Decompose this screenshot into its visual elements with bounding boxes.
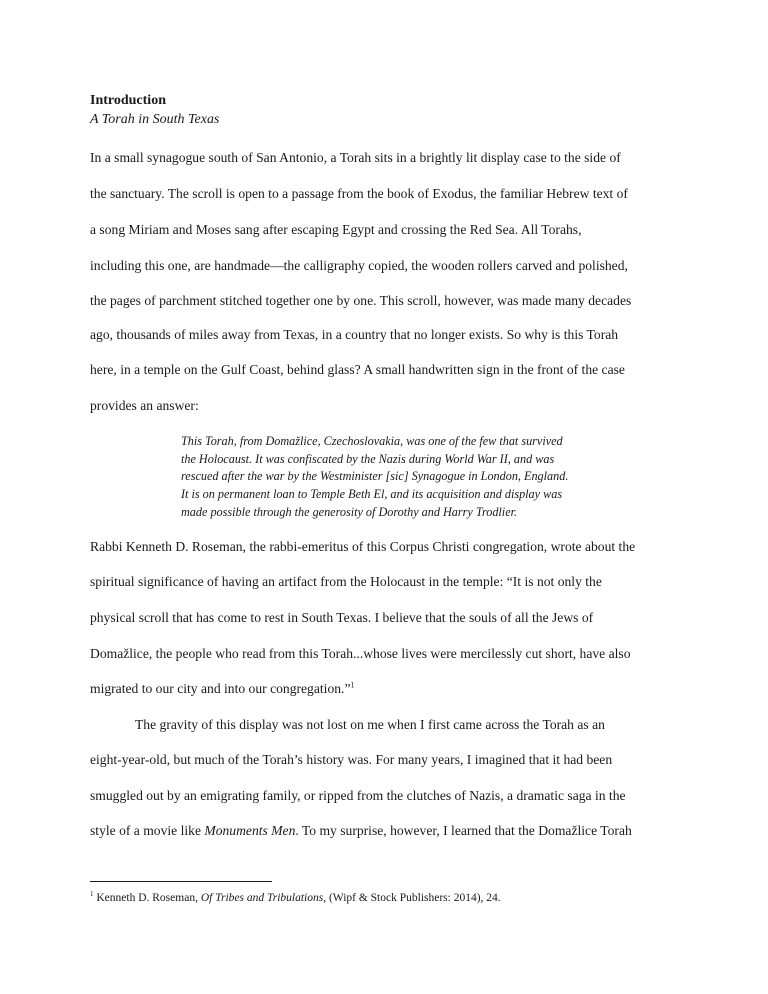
- body-text: . To my surprise, however, I learned that the Domažlice Torah: [295, 823, 632, 838]
- book-title: Of Tribes and Tribulations,: [200, 892, 327, 904]
- section-subtitle: A Torah in South Texas: [90, 112, 220, 127]
- footnote-reference[interactable]: 1: [350, 680, 355, 690]
- block-quote-line: made possible through the generosity of Dorothy and Harry Trodlier.: [181, 505, 518, 519]
- body-line: a song Miriam and Moses sang after escaping Egypt and crossing the Red Sea. All Torahs,: [90, 222, 582, 237]
- body-line: the sanctuary. The scroll is open to a passage from the book of Exodus, the familiar Hebrew text of: [90, 186, 628, 201]
- body-line: ago, thousands of miles away from Texas, in a country that no longer exists. So why is this Torah: [90, 327, 619, 342]
- footnote: [90, 890, 501, 906]
- body-line: The gravity of this display was not lost on me when I first came across the Torah as an: [135, 717, 605, 732]
- section-title: Introduction: [90, 93, 166, 108]
- footnote-marker: 1: [90, 890, 94, 899]
- block-quote-line: It is on permanent loan to Temple Beth El, and its acquisition and display was: [181, 487, 563, 501]
- body-line: Domažlice, the people who read from this Torah...whose lives were mercilessly cut short, have also: [90, 646, 631, 661]
- film-title: Monuments Men: [204, 823, 296, 838]
- body-line: smuggled out by an emigrating family, or ripped from the clutches of Nazis, a dramatic saga in the: [90, 788, 626, 803]
- body-line: eight-year-old, but much of the Torah’s history was. For many years, I imagined that it had been: [90, 752, 613, 767]
- body-line: the pages of parchment stitched together one by one. This scroll, however, was made many decades: [90, 293, 632, 308]
- body-line: [90, 680, 354, 698]
- footnote-text: Kenneth D. Roseman,: [93, 892, 201, 904]
- footnote-divider: [90, 881, 272, 882]
- body-text: style of a movie like: [90, 823, 205, 838]
- body-text: migrated to our city and into our congregation.”: [90, 681, 351, 696]
- body-line: In a small synagogue south of San Antonio, a Torah sits in a brightly lit display case to the side of: [90, 150, 621, 165]
- block-quote-line: the Holocaust. It was confiscated by the Nazis during World War II, and was: [181, 452, 555, 466]
- body-line: spiritual significance of having an artifact from the Holocaust in the temple: “It is not only the: [90, 574, 602, 589]
- body-line: physical scroll that has come to rest in South Texas. I believe that the souls of all the Jews of: [90, 610, 594, 625]
- body-line: here, in a temple on the Gulf Coast, behind glass? A small handwritten sign in the front of the case: [90, 362, 625, 377]
- block-quote-line: rescued after the war by the Westminister [sic] Synagogue in London, England.: [181, 469, 569, 483]
- body-line: including this one, are handmade—the calligraphy copied, the wooden rollers carved and polished,: [90, 258, 628, 273]
- block-quote-line: This Torah, from Domažlice, Czechoslovakia, was one of the few that survived: [181, 434, 563, 448]
- body-line: [90, 822, 632, 840]
- body-line: Rabbi Kenneth D. Roseman, the rabbi-emeritus of this Corpus Christi congregation, wrote about the: [90, 539, 636, 554]
- footnote-text: (Wipf & Stock Publishers: 2014), 24.: [326, 892, 501, 904]
- body-line: provides an answer:: [90, 398, 199, 413]
